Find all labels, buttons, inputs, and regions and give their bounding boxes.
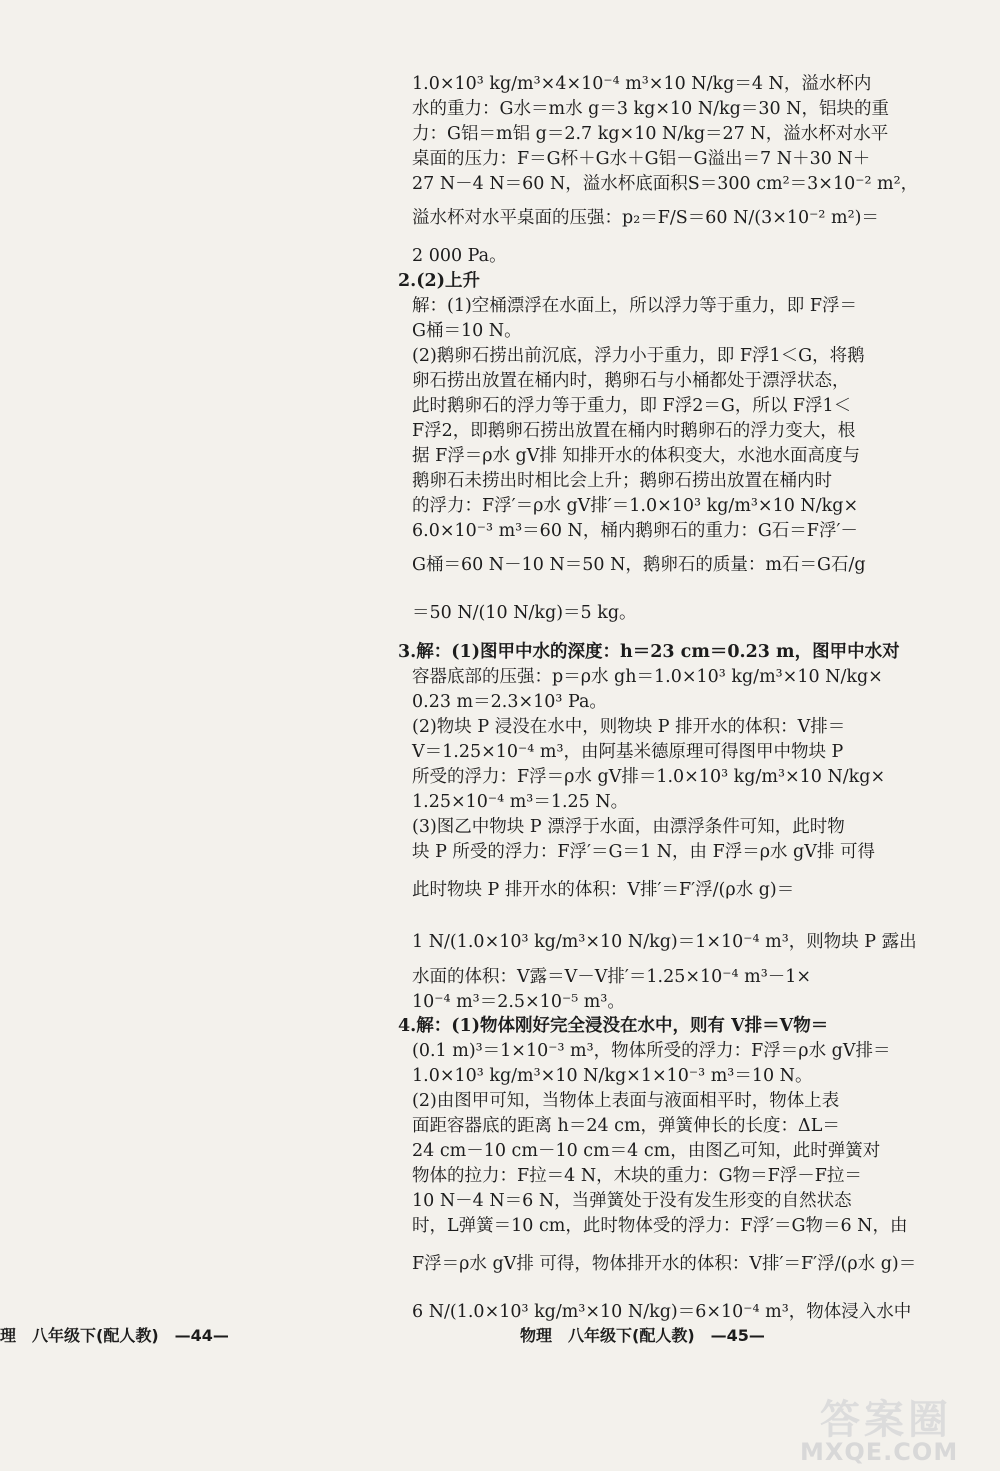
text-line: 0.23 m＝2.3×10³ Pa。 — [412, 692, 607, 712]
text-line: 1.0×10³ kg/m³×4×10⁻⁴ m³×10 N/kg＝4 N，溢水杯内 — [412, 74, 872, 94]
text-line: 10 N－4 N＝6 N，当弹簧处于没有发生形变的自然状态 — [412, 1191, 852, 1211]
watermark — [800, 1388, 990, 1468]
text-line: F浮＝ρ水 gV排 可得，物体排开水的体积：V排′＝F′浮/(ρ水 g)＝ — [412, 1254, 917, 1274]
text-line: 据 F浮＝ρ水 gV排 知排开水的体积变大，水池水面高度与 — [412, 446, 860, 466]
text-line: 水的重力：G水＝m水 g＝3 kg×10 N/kg＝30 N，铝块的重 — [412, 99, 889, 119]
watermark-url: MXQE.COM — [800, 1438, 959, 1466]
text-line: ＝50 N/(10 N/kg)＝5 kg。 — [412, 603, 637, 623]
text-line: 时，L弹簧＝10 cm，此时物体受的浮力：F浮′＝G物＝6 N，由 — [412, 1216, 908, 1236]
text-line: 27 N－4 N＝60 N，溢水杯底面积S＝300 cm²＝3×10⁻² m²， — [412, 174, 919, 194]
page-footer-right: 物理 八年级下(配人教) —45— — [520, 1326, 765, 1345]
text-line: G桶＝60 N－10 N＝50 N，鹅卵石的质量：m石＝G石/g — [412, 555, 866, 575]
text-line: 物体的拉力：F拉＝4 N，木块的重力：G物＝F浮－F拉＝ — [412, 1166, 862, 1186]
question-number: 2.(2)上升 — [398, 271, 481, 291]
text-line: (2)鹅卵石捞出前沉底，浮力小于重力，即 F浮1＜G，将鹅 — [412, 346, 865, 366]
text-line: 1 N/(1.0×10³ kg/m³×10 N/kg)＝1×10⁻⁴ m³，则物块 P 露出 — [412, 932, 917, 952]
text-line: 此时鹅卵石的浮力等于重力，即 F浮2＝G，所以 F浮1＜ — [412, 396, 852, 416]
text-line: 容器底部的压强：p＝ρ水 gh＝1.0×10³ kg/m³×10 N/kg× — [412, 667, 883, 687]
text-line: (0.1 m)³＝1×10⁻³ m³，物体所受的浮力：F浮＝ρ水 gV排＝ — [412, 1041, 891, 1061]
text-line: 4.解：(1)物体刚好完全浸没在水中，则有 V排＝V物＝ — [398, 1016, 829, 1036]
page-footer-left: 理 八年级下(配人教) —44— — [0, 1326, 229, 1345]
text-line: 鹅卵石未捞出时相比会上升；鹅卵石捞出放置在桶内时 — [412, 471, 832, 491]
text-line: 力：G铝＝m铝 g＝2.7 kg×10 N/kg＝27 N，溢水杯对水平 — [412, 124, 889, 144]
text-line: 3.解：(1)图甲中水的深度：h＝23 cm＝0.23 m，图甲中水对 — [398, 642, 900, 662]
text-line: (3)图乙中物块 P 漂浮于水面，由漂浮条件可知，此时物 — [412, 817, 845, 837]
text-line: 溢水杯对水平桌面的压强：p₂＝F/S＝60 N/(3×10⁻² m²)＝ — [412, 208, 879, 228]
text-line: 面距容器底的距离 h＝24 cm，弹簧伸长的长度：ΔL＝ — [412, 1116, 840, 1136]
text-line: 此时物块 P 排开水的体积：V排′＝F′浮/(ρ水 g)＝ — [412, 880, 795, 900]
text-line: 24 cm－10 cm－10 cm＝4 cm，由图乙可知，此时弹簧对 — [412, 1141, 881, 1161]
text-line: 解：(1)空桶漂浮在水面上，所以浮力等于重力，即 F浮＝ — [412, 296, 857, 316]
text-line: 6.0×10⁻³ m³＝60 N，桶内鹅卵石的重力：G石＝F浮′－ — [412, 521, 858, 541]
text-line: 所受的浮力：F浮＝ρ水 gV排＝1.0×10³ kg/m³×10 N/kg× — [412, 767, 886, 787]
text-line: G桶＝10 N。 — [412, 321, 522, 341]
text-line: 6 N/(1.0×10³ kg/m³×10 N/kg)＝6×10⁻⁴ m³，物体浸入水中 — [412, 1302, 912, 1322]
text-line: F浮2，即鹅卵石捞出放置在桶内时鹅卵石的浮力变大，根 — [412, 421, 856, 441]
text-line: 10⁻⁴ m³＝2.5×10⁻⁵ m³。 — [412, 992, 625, 1012]
text-line: 块 P 所受的浮力：F浮′＝G＝1 N，由 F浮＝ρ水 gV排 可得 — [412, 842, 875, 862]
text-line: (2)由图甲可知，当物体上表面与液面相平时，物体上表 — [412, 1091, 840, 1111]
text-line: 卵石捞出放置在桶内时，鹅卵石与小桶都处于漂浮状态， — [412, 371, 850, 391]
text-line: (2)物块 P 浸没在水中，则物块 P 排开水的体积：V排＝ — [412, 717, 846, 737]
text-line: 的浮力：F浮′＝ρ水 gV排′＝1.0×10³ kg/m³×10 N/kg× — [412, 496, 859, 516]
text-line: 1.25×10⁻⁴ m³＝1.25 N。 — [412, 792, 629, 812]
text-line: 桌面的压力：F＝G杯＋G水＋G铝－G溢出＝7 N＋30 N＋ — [412, 149, 871, 169]
text-line: V＝1.25×10⁻⁴ m³，由阿基米德原理可得图甲中物块 P — [412, 742, 844, 762]
text-line: 1.0×10³ kg/m³×10 N/kg×1×10⁻³ m³＝10 N。 — [412, 1066, 813, 1086]
watermark-logo: 答案圈 — [820, 1397, 952, 1443]
text-line: 水面的体积：V露＝V－V排′＝1.25×10⁻⁴ m³－1× — [412, 967, 812, 987]
text-line: 2 000 Pa。 — [412, 246, 507, 266]
